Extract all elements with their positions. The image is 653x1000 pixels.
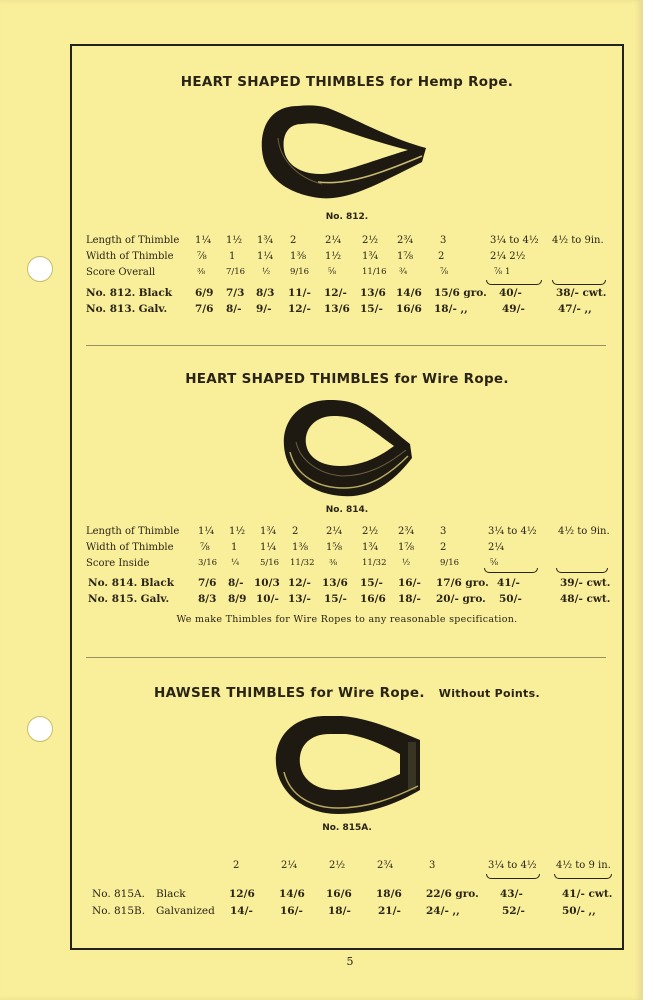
row-label: No. 815B. xyxy=(92,905,146,917)
spec-cell: 1¾ xyxy=(260,526,277,537)
spec-cell: 1¼ xyxy=(260,542,277,553)
spec-cell: 1¾ xyxy=(362,542,379,553)
spec-cell: 3¼ to 4½ xyxy=(490,235,539,246)
spec-cell: ⅞ xyxy=(200,542,210,553)
price-cell: 8/3 xyxy=(256,287,275,299)
price-cell: 13/6 xyxy=(360,287,386,299)
spec-cell: 2 xyxy=(292,526,299,537)
spec-cell: 1⅜ xyxy=(292,542,309,553)
spec-cell: 11/16 xyxy=(362,267,387,277)
row-label: Length of Thimble xyxy=(86,526,180,537)
price-cell: 50/- ,, xyxy=(562,905,596,917)
price-cell: 49/- xyxy=(502,303,525,315)
row-label: No. 814. Black xyxy=(88,577,174,589)
price-cell: 40/- xyxy=(499,287,522,299)
spec-cell: 1 xyxy=(231,542,238,553)
spec-row-width xyxy=(0,251,653,267)
spec-cell: 2 xyxy=(440,542,447,553)
row-desc: Black xyxy=(156,888,186,900)
specification-note: We make Thimbles for Wire Ropes to any reasonable specification. xyxy=(176,614,518,625)
price-cell: 43/- xyxy=(500,888,523,900)
row-label: No. 812. Black xyxy=(86,287,172,299)
hawser-title: HAWSER THIMBLES for Wire Rope. xyxy=(154,685,425,701)
row-label: Score Inside xyxy=(86,558,150,569)
spec-cell: 2¼ xyxy=(326,526,343,537)
price-cell: 16/6 xyxy=(326,888,352,900)
grouping-brace xyxy=(552,280,606,285)
binder-hole-bottom xyxy=(27,716,53,742)
price-row-813 xyxy=(0,303,653,319)
size-cell: 2¼ xyxy=(281,860,298,871)
price-cell: 48/- cwt. xyxy=(560,593,611,605)
price-row-814 xyxy=(0,577,653,593)
price-cell: 16/- xyxy=(280,905,303,917)
price-cell: 16/6 xyxy=(396,303,422,315)
spec-cell: 9/16 xyxy=(440,558,460,568)
price-cell: 7/3 xyxy=(226,287,245,299)
spec-cell: 9/16 xyxy=(290,267,310,277)
section-divider xyxy=(86,657,606,658)
spec-cell: 2¼ xyxy=(488,542,505,553)
spec-cell: 1¼ xyxy=(198,526,215,537)
spec-cell: 1 xyxy=(229,251,236,262)
section-title-hawser xyxy=(70,685,624,701)
price-cell: 7/6 xyxy=(198,577,217,589)
page-number: 5 xyxy=(346,955,354,968)
row-label: No. 815A. xyxy=(92,888,145,900)
size-cell: 3¼ to 4½ xyxy=(488,860,537,871)
price-cell: 18/6 xyxy=(376,888,402,900)
spec-cell: ⅝ xyxy=(490,558,499,568)
price-cell: 16/- xyxy=(398,577,421,589)
grouping-brace xyxy=(486,874,540,879)
price-cell: 8/3 xyxy=(198,593,217,605)
grouping-brace xyxy=(484,568,538,573)
spec-cell: ⅞ xyxy=(440,267,449,277)
hawser-subtitle: Without Points. xyxy=(438,687,540,700)
price-cell: 41/- cwt. xyxy=(562,888,613,900)
price-cell: 15/- xyxy=(360,577,383,589)
spec-row-score xyxy=(0,558,653,574)
spec-cell: 1½ xyxy=(226,235,243,246)
price-cell: 14/- xyxy=(230,905,253,917)
section-title-wire-rope: HEART SHAPED THIMBLES for Wire Rope. xyxy=(185,371,509,387)
price-cell: 22/6 gro. xyxy=(426,888,479,900)
spec-cell: 2 xyxy=(290,235,297,246)
price-cell: 21/- xyxy=(378,905,401,917)
spec-cell: 4½ to 9in. xyxy=(558,526,610,537)
price-cell: 18/- xyxy=(328,905,351,917)
spec-cell: 1½ xyxy=(325,251,342,262)
price-cell: 8/- xyxy=(226,303,242,315)
thimble-812-illustration xyxy=(258,98,430,208)
spec-row-width xyxy=(0,542,653,558)
grouping-brace xyxy=(556,568,608,573)
spec-cell: 2¼ 2½ xyxy=(490,251,526,262)
spec-cell: 3 xyxy=(440,235,447,246)
price-cell: 15/6 gro. xyxy=(434,287,487,299)
spec-cell: 2¾ xyxy=(397,235,414,246)
row-desc: Galvanized xyxy=(156,905,215,917)
price-row-815 xyxy=(0,593,653,609)
price-cell: 20/- gro. xyxy=(436,593,486,605)
spec-cell: ⅞ 1 xyxy=(494,267,511,277)
spec-cell: ½ xyxy=(262,267,271,277)
price-cell: 7/6 xyxy=(195,303,214,315)
spec-cell: 1½ xyxy=(229,526,246,537)
price-cell: 6/9 xyxy=(195,287,214,299)
spec-cell: 7/16 xyxy=(226,267,246,277)
price-cell: 12/- xyxy=(324,287,347,299)
price-cell: 9/- xyxy=(256,303,272,315)
row-label: No. 813. Galv. xyxy=(86,303,168,315)
spec-cell: ¼ xyxy=(231,558,240,568)
grouping-brace xyxy=(486,280,542,285)
price-cell: 16/6 xyxy=(360,593,386,605)
size-cell: 2¾ xyxy=(377,860,394,871)
price-cell: 15/- xyxy=(324,593,347,605)
thimble-815a-illustration xyxy=(272,712,424,820)
price-cell: 10/3 xyxy=(254,577,280,589)
spec-row-length xyxy=(0,235,653,251)
spec-cell: 2½ xyxy=(362,526,379,537)
size-cell: 2½ xyxy=(329,860,346,871)
spec-cell: ⅜ xyxy=(329,558,338,568)
spec-cell: 2¾ xyxy=(398,526,415,537)
price-cell: 47/- ,, xyxy=(558,303,592,315)
price-cell: 39/- cwt. xyxy=(560,577,611,589)
price-cell: 15/- xyxy=(360,303,383,315)
spec-cell: 11/32 xyxy=(290,558,315,568)
price-cell: 13/6 xyxy=(324,303,350,315)
price-cell: 24/- ,, xyxy=(426,905,460,917)
price-cell: 41/- xyxy=(497,577,520,589)
price-cell: 8/9 xyxy=(228,593,247,605)
spec-cell: ⅜ xyxy=(197,267,206,277)
price-cell: 52/- xyxy=(502,905,525,917)
spec-cell: 11/32 xyxy=(362,558,387,568)
price-row-815b xyxy=(0,905,653,921)
spec-cell: 1¾ xyxy=(362,251,379,262)
spec-cell: ⅝ xyxy=(328,267,337,277)
spec-cell: 1⅞ xyxy=(397,251,414,262)
spec-cell: 1¼ xyxy=(257,251,274,262)
spec-cell: 3¼ to 4½ xyxy=(488,526,537,537)
price-cell: 11/- xyxy=(288,287,311,299)
price-row-812 xyxy=(0,287,653,303)
row-label: Width of Thimble xyxy=(86,542,174,553)
spec-cell: 1⅞ xyxy=(398,542,415,553)
caption-814: No. 814. xyxy=(325,505,369,515)
price-cell: 38/- cwt. xyxy=(556,287,607,299)
spec-cell: ¾ xyxy=(399,267,408,277)
spec-cell: 2 xyxy=(438,251,445,262)
spec-cell: ½ xyxy=(402,558,411,568)
spec-cell: 1¾ xyxy=(257,235,274,246)
spec-cell: ⅞ xyxy=(197,251,207,262)
spec-cell: 2¼ xyxy=(325,235,342,246)
price-cell: 12/- xyxy=(288,577,311,589)
price-cell: 8/- xyxy=(228,577,244,589)
spec-cell: 1⅝ xyxy=(326,542,343,553)
price-cell: 18/- xyxy=(398,593,421,605)
size-cell: 4½ to 9 in. xyxy=(556,860,611,871)
price-cell: 50/- xyxy=(499,593,522,605)
row-label: No. 815. Galv. xyxy=(88,593,170,605)
price-cell: 13/6 xyxy=(322,577,348,589)
spec-cell: 3 xyxy=(440,526,447,537)
section-divider xyxy=(86,345,606,346)
price-cell: 12/- xyxy=(288,303,311,315)
spec-cell: 4½ to 9in. xyxy=(552,235,604,246)
caption-812: No. 812. xyxy=(325,212,369,222)
price-cell: 14/6 xyxy=(279,888,305,900)
caption-815a: No. 815A. xyxy=(322,823,372,833)
spec-cell: 5/16 xyxy=(260,558,280,568)
price-row-815a xyxy=(0,888,653,904)
row-label: Length of Thimble xyxy=(86,235,180,246)
spec-row-length xyxy=(0,526,653,542)
price-cell: 13/- xyxy=(288,593,311,605)
price-cell: 10/- xyxy=(256,593,279,605)
row-label: Score Overall xyxy=(86,267,156,278)
thimble-814-illustration xyxy=(280,396,416,502)
grouping-brace xyxy=(554,874,612,879)
spec-cell: 1⅜ xyxy=(290,251,307,262)
spec-cell: 3/16 xyxy=(198,558,218,568)
section-title-hemp-rope: HEART SHAPED THIMBLES for Hemp Rope. xyxy=(180,74,514,90)
price-cell: 14/6 xyxy=(396,287,422,299)
spec-cell: 1¼ xyxy=(195,235,212,246)
price-cell: 12/6 xyxy=(229,888,255,900)
size-cell: 2 xyxy=(233,860,240,871)
spec-cell: 2½ xyxy=(362,235,379,246)
size-cell: 3 xyxy=(429,860,436,871)
price-cell: 17/6 gro. xyxy=(436,577,489,589)
price-cell: 18/- ,, xyxy=(434,303,468,315)
row-label: Width of Thimble xyxy=(86,251,174,262)
